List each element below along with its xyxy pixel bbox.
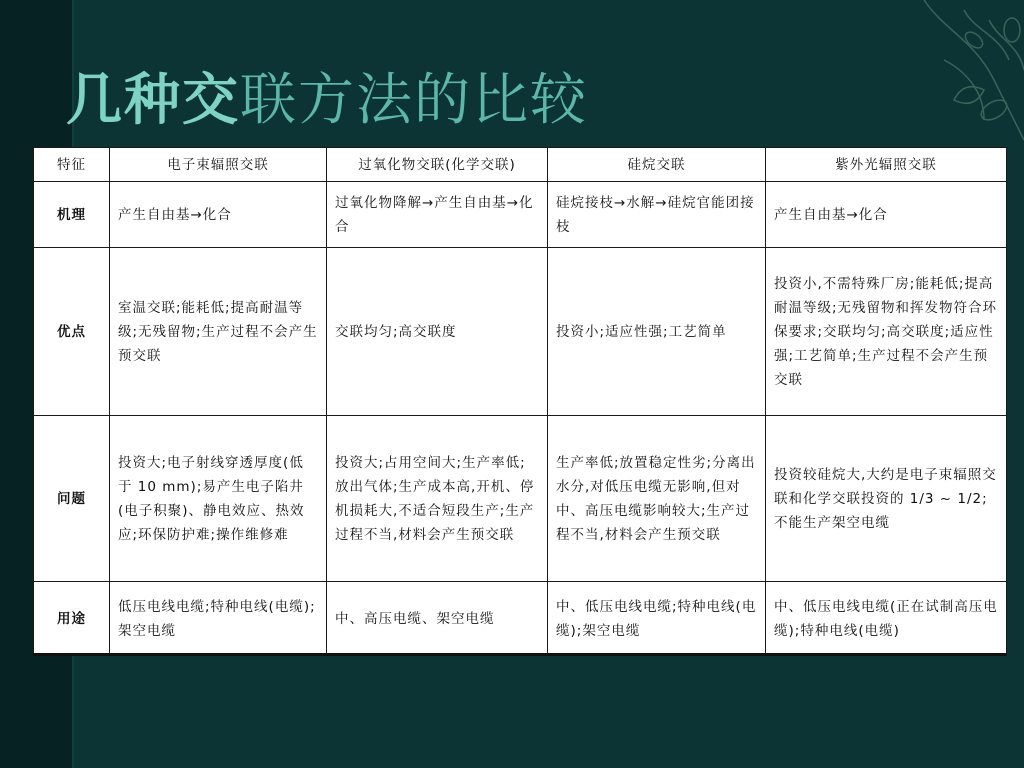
slide-title-bold-part: 几种交 (66, 68, 240, 133)
table-cell: 投资大;电子射线穿透厚度(低于 10 mm);易产生电子陷井(电子积聚)、静电效应、热效应;环保防护难;操作维修难 (110, 416, 327, 582)
table-cell: 过氧化物降解→产生自由基→化合 (327, 182, 548, 248)
table-row (34, 416, 1007, 582)
comparison-table-container (33, 147, 1006, 655)
table-cell: 中、低压电线电缆;特种电线(电缆);架空电缆 (548, 582, 766, 656)
header-uv: 紫外光辐照交联 (766, 148, 1007, 182)
table-cell: 产生自由基→化合 (110, 182, 327, 248)
table-row (34, 248, 1007, 416)
table-cell: 投资小,不需特殊厂房;能耗低;提高耐温等级;无残留物和挥发物符合环保要求;交联均匀;高交联度;适应性强;工艺简单;生产过程不会产生预交联 (766, 248, 1007, 416)
row-label-advantages: 优点 (34, 248, 110, 416)
table-cell: 中、低压电线电缆(正在试制高压电缆);特种电线(电缆) (766, 582, 1007, 656)
table-cell: 投资较硅烷大,大约是电子束辐照交联和化学交联投资的 1/3 ~ 1/2;不能生产架空电缆 (766, 416, 1007, 582)
table-cell: 投资小;适应性强;工艺简单 (548, 248, 766, 416)
slide-title-regular-part: 联方法的比较 (240, 68, 588, 133)
slide-title (66, 56, 588, 136)
row-label-applications: 用途 (34, 582, 110, 656)
header-electron-beam: 电子束辐照交联 (110, 148, 327, 182)
table-cell: 室温交联;能耗低;提高耐温等级;无残留物;生产过程不会产生预交联 (110, 248, 327, 416)
table-cell: 硅烷接枝→水解→硅烷官能团接枝 (548, 182, 766, 248)
row-label-mechanism: 机理 (34, 182, 110, 248)
table-row (34, 182, 1007, 248)
header-peroxide: 过氧化物交联(化学交联) (327, 148, 548, 182)
table-cell: 产生自由基→化合 (766, 182, 1007, 248)
header-silane: 硅烷交联 (548, 148, 766, 182)
floral-ornament-icon (904, 0, 1024, 150)
table-cell: 低压电线电缆;特种电线(电缆);架空电缆 (110, 582, 327, 656)
table-cell: 投资大;占用空间大;生产率低;放出气体;生产成本高,开机、停机损耗大,不适合短段生产;生产过程不当,材料会产生预交联 (327, 416, 548, 582)
table-cell: 生产率低;放置稳定性劣;分离出水分,对低压电缆无影响,但对中、高压电缆影响较大;生产过程不当,材料会产生预交联 (548, 416, 766, 582)
row-label-problems: 问题 (34, 416, 110, 582)
table-bottom-rule (33, 653, 1006, 656)
table-row (34, 582, 1007, 656)
table-header-row (34, 148, 1007, 182)
table-cell: 交联均匀;高交联度 (327, 248, 548, 416)
header-feature: 特征 (34, 148, 110, 182)
comparison-table (33, 147, 1007, 656)
table-cell: 中、高压电缆、架空电缆 (327, 582, 548, 656)
